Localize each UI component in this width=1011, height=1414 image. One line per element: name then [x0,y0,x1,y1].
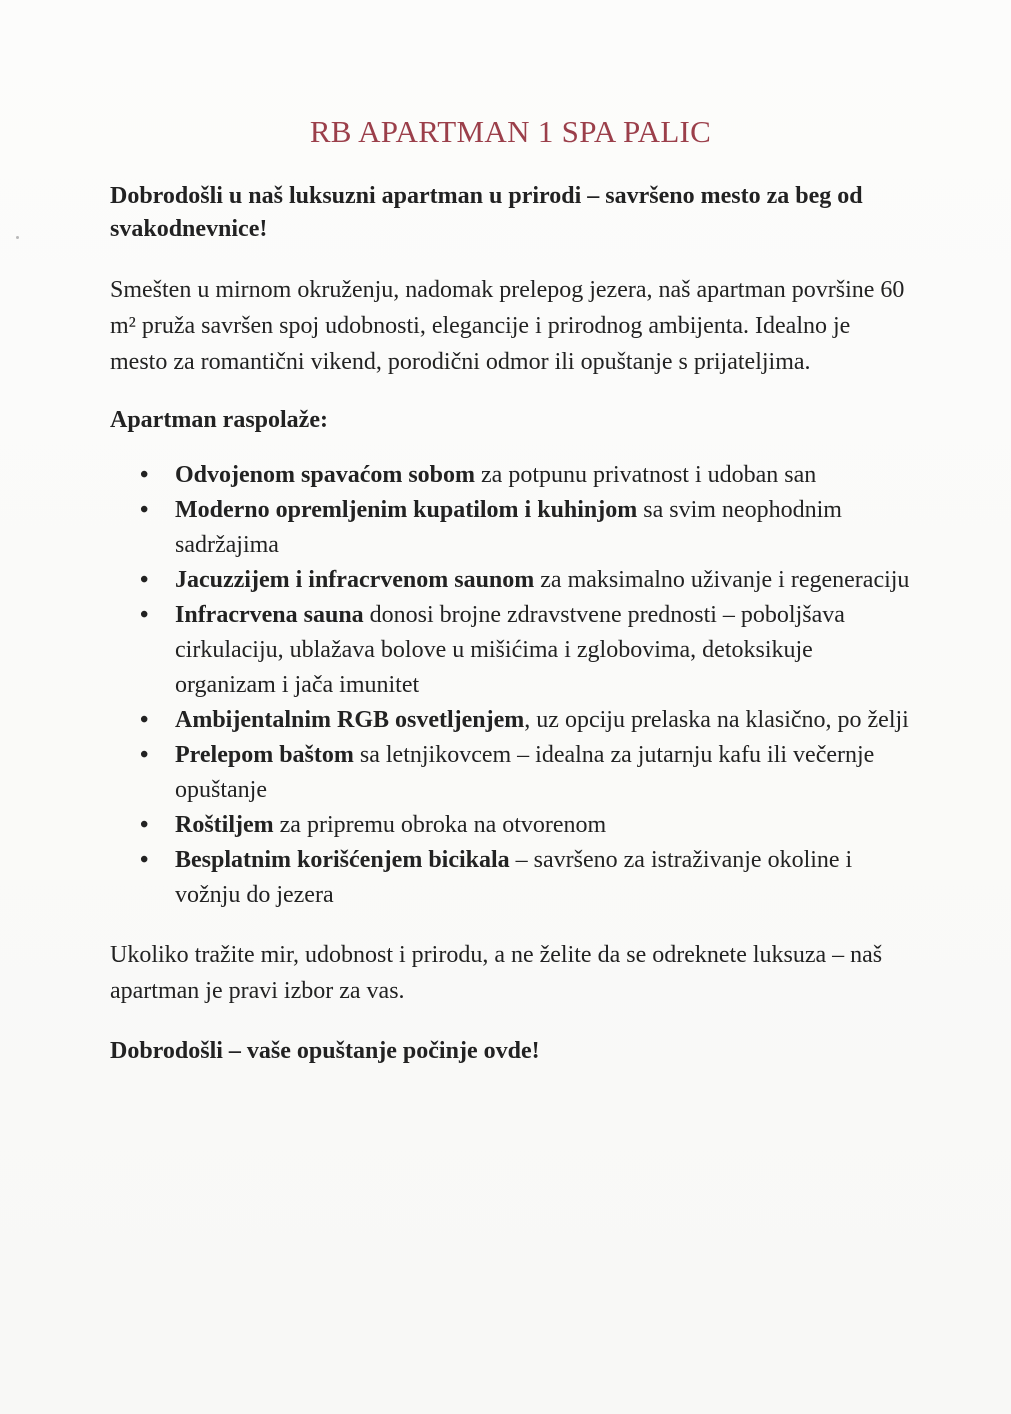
bullet-icon: • [140,707,149,733]
amenity-item [140,493,911,563]
intro-heading: Dobrodošli u naš luksuzni apartman u prirodi – savršeno mesto za beg od svakodnevnice! [110,183,863,242]
amenity-name: Jacuzzijem i infracrvenom saunom [175,567,535,593]
amenities-heading: Apartman raspolaže: [110,407,328,433]
bullet-icon: • [140,462,149,488]
closing-paragraph: Ukoliko tražite mir, udobnost i prirodu, a ne želite da se odreknete luksuza – naš apartman je pravi izbor za vas. [110,942,883,1004]
amenity-item [140,738,911,808]
paper-speck [16,236,19,239]
amenity-name: Moderno opremljenim kupatilom i kuhinjom [175,497,638,523]
signoff-line: Dobrodošli – vaše opuštanje počinje ovde! [110,1038,540,1064]
amenity-name: Ambijentalnim RGB osvetljenjem [175,707,525,733]
amenity-description: – savršeno za istraživanje okoline i vožnju do jezera [175,847,853,908]
amenity-description: za pripremu obroka na otvorenom [273,812,607,838]
bullet-icon: • [140,497,149,523]
bullet-icon: • [140,602,149,628]
amenity-name: Odvojenom spavaćom sobom [175,462,476,488]
amenity-description: , uz opciju prelaska na klasično, po želji [524,707,909,733]
amenities-list [110,458,911,913]
amenity-name: Besplatnim korišćenjem bicikala [175,847,510,873]
amenity-description: donosi brojne zdravstvene prednosti – poboljšava cirkulaciju, ublažava bolove u mišićima i zglobovima, detoksikuje organizam i jača imunitet [175,602,845,698]
bullet-icon: • [140,742,149,768]
amenity-item [140,808,911,843]
amenity-item [140,703,911,738]
amenity-item [140,598,911,703]
amenity-item [140,843,911,913]
bullet-icon: • [140,847,149,873]
amenity-description: za potpunu privatnost i udoban san [475,462,817,488]
amenity-description: za maksimalno uživanje i regeneraciju [534,567,910,593]
amenity-name: Prelepom baštom [175,742,354,768]
amenity-description: sa letnjikovcem – idealna za jutarnju kafu ili večernje opuštanje [175,742,875,803]
amenity-item [140,458,911,493]
amenity-description: sa svim neophodnim sadržajima [175,497,842,558]
amenity-name: Roštiljem [175,812,274,838]
bullet-icon: • [140,567,149,593]
bullet-icon: • [140,812,149,838]
description-paragraph: Smešten u mirnom okruženju, nadomak prelepog jezera, naš apartman površine 60 m² pruža savršen spoj udobnosti, elegancije i prirodnog ambijenta. Idealno je mesto za romantični vikend, porodični odmor ili opuštanje s prijateljima. [110,277,905,375]
amenity-name: Infracrvena sauna [175,602,364,628]
amenity-item [140,563,911,598]
document-title: RB APARTMAN 1 SPA PALIC [309,114,712,149]
